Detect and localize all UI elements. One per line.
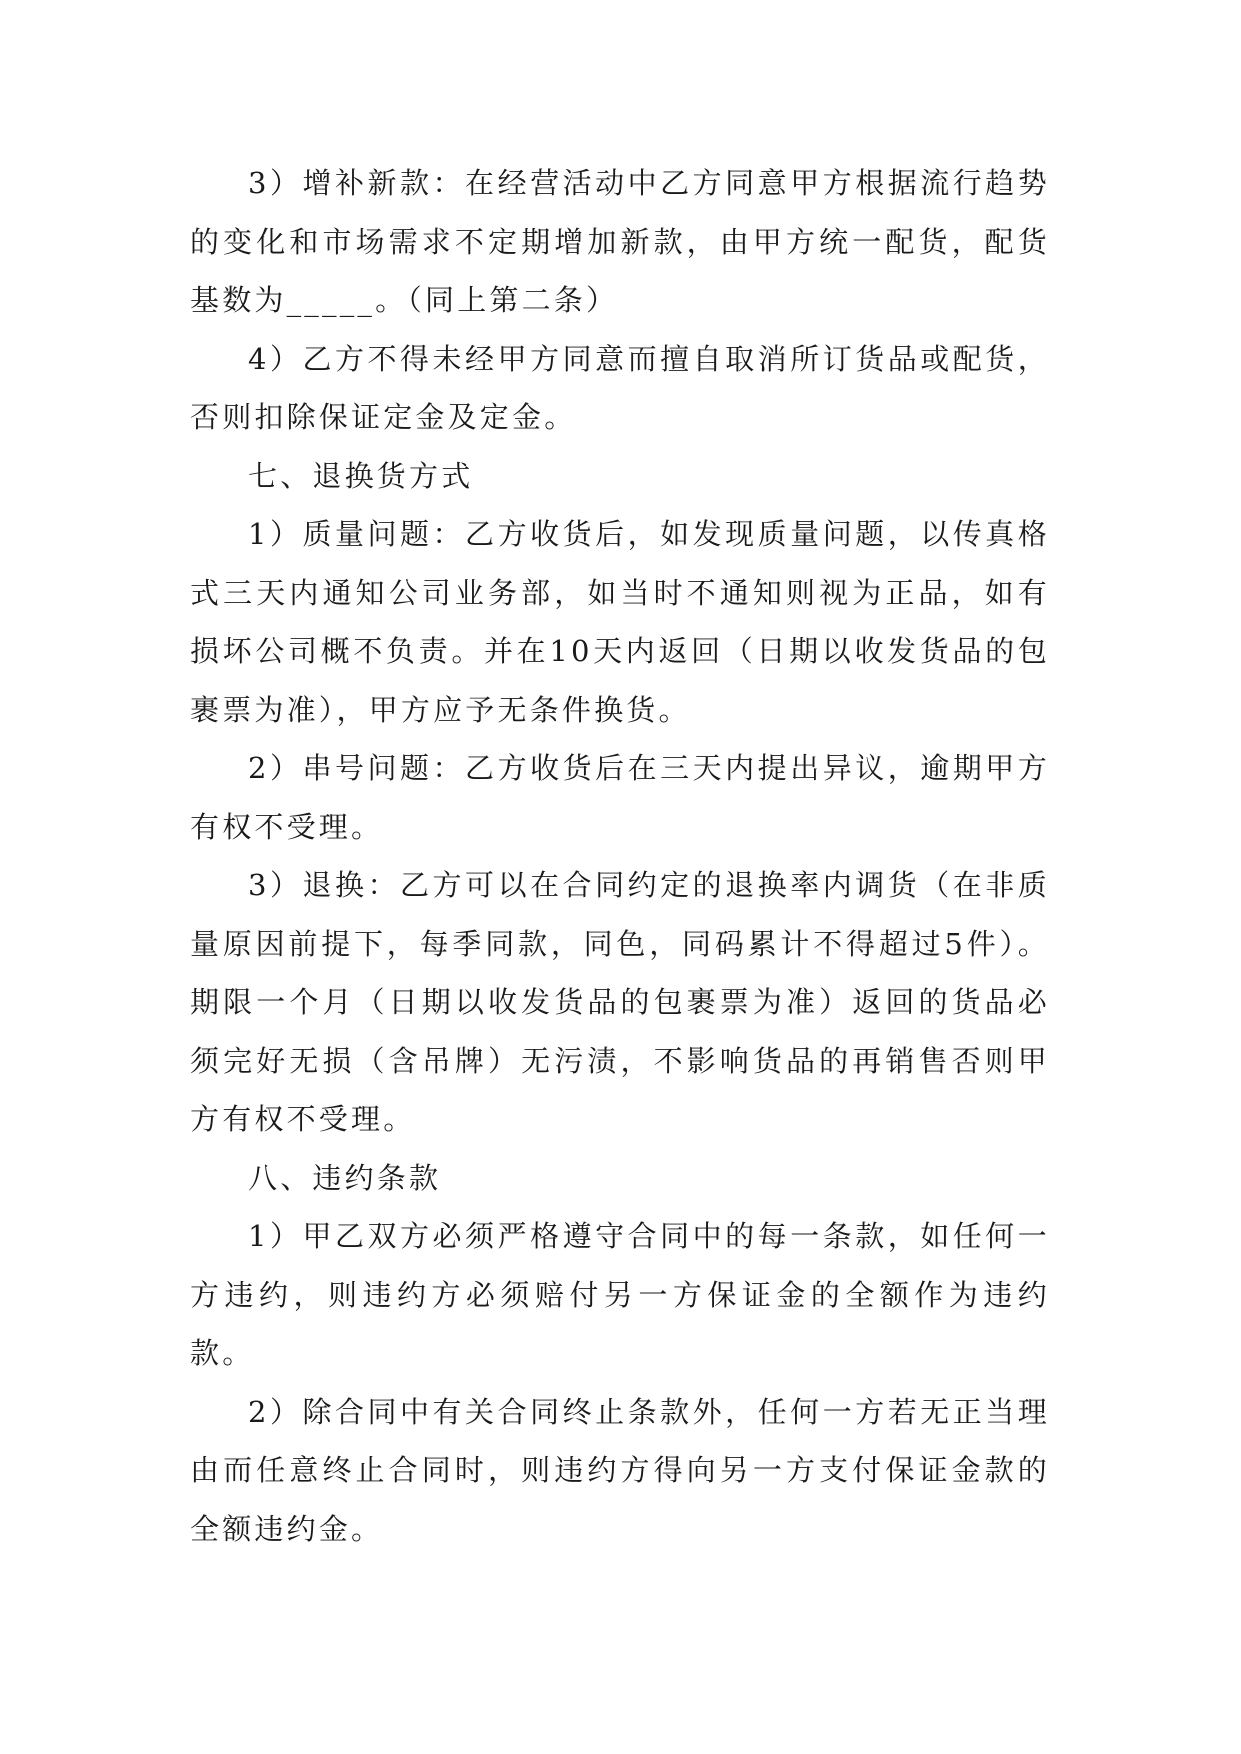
clause-2-termination-penalty: 2）除合同中有关合同终止条款外，任何一方若无正当理由而任意终止合同时，则违约方得向另一方支付保证金款的全额违约金。 <box>190 1394 1050 1546</box>
clause-4-no-cancellation: 4）乙方不得未经甲方同意而擅自取消所订货品或配货，否则扣除保证定金及定金。 <box>190 341 1050 434</box>
clause-1-quality-issues: 1）质量问题：乙方收货后，如发现质量问题，以传真格式三天内通知公司业务部，如当时不通知则视为正品，如有损坏公司概不负责。并在10天内返回（日期以收发货品的包裹票为准），甲方应予无条件换货。 <box>190 517 1050 727</box>
section-heading-returns: 七、退换货方式 <box>248 458 474 493</box>
document-body <box>190 154 1050 1558</box>
clause-1-breach-penalty: 1）甲乙双方必须严格遵守合同中的每一条款，如任何一方违约，则违约方必须赔付另一方保证金的全额作为违约款。 <box>190 1219 1050 1370</box>
clause-2-serial-issues: 2）串号问题：乙方收货后在三天内提出异议，逾期甲方有权不受理。 <box>190 751 1050 844</box>
clause-3-new-styles: 3）增补新款：在经营活动中乙方同意甲方根据流行趋势的变化和市场需求不定期增加新款，由甲方统一配货，配货基数为_____。（同上第二条） <box>190 166 1050 317</box>
clause-3-exchange: 3）退换：乙方可以在合同约定的退换率内调货（在非质量原因前提下，每季同款，同色，同码累计不得超过5件）。期限一个月（日期以收发货品的包裹票为准）返回的货品必须完好无损（含吊牌）无污渍，不影响货品的再销售否则甲方有权不受理。 <box>190 868 1050 1136</box>
section-heading-breach: 八、违约条款 <box>248 1160 442 1195</box>
